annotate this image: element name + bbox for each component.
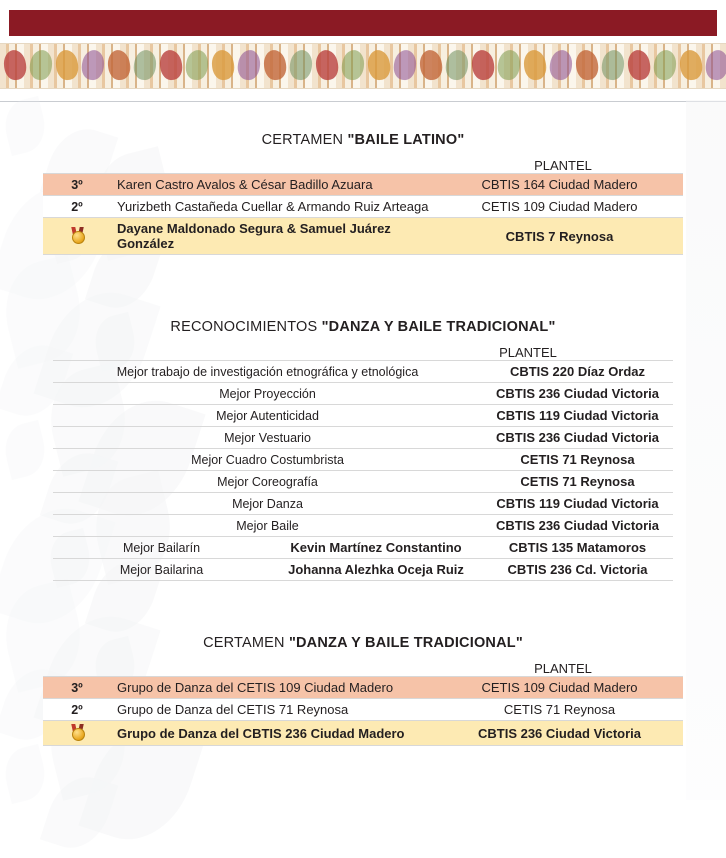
section-title-strong: "DANZA Y BAILE TRADICIONAL" <box>288 635 523 651</box>
award-cell: Mejor Autenticidad <box>53 405 482 427</box>
person-cell: Kevin Martínez Constantino <box>270 537 482 559</box>
table-row <box>43 196 683 218</box>
participant-name-cell: Grupo de Danza del CBTIS 236 Ciudad Madero <box>117 725 405 741</box>
table-row <box>53 559 673 581</box>
floral-motif-icon <box>600 49 626 82</box>
plantel-cell: CBTIS 119 Ciudad Victoria <box>482 405 673 427</box>
plantel-cell: CETIS 109 Ciudad Madero <box>481 199 638 214</box>
floral-motif-icon <box>236 49 262 82</box>
floral-motif-icon <box>496 49 522 82</box>
floral-motifs <box>0 44 726 88</box>
section-title-prefix: RECONOCIMIENTOS <box>170 319 322 335</box>
plantel-cell: CETIS 71 Reynosa <box>503 702 616 717</box>
place-cell: 3º <box>71 680 83 695</box>
table-row <box>53 493 673 515</box>
table-row <box>53 515 673 537</box>
floral-motif-icon <box>340 49 366 82</box>
plantel-cell: CBTIS 236 Cd. Victoria <box>482 559 673 581</box>
floral-motif-icon <box>54 49 80 82</box>
floral-motif-icon <box>132 49 158 82</box>
table-row <box>43 721 683 746</box>
section-title-prefix: CERTAMEN <box>261 132 348 148</box>
place-cell: 3º <box>71 177 83 192</box>
table-row <box>53 405 673 427</box>
award-cell: Mejor Vestuario <box>53 427 482 449</box>
place-cell: 2º <box>71 199 83 214</box>
table-row <box>43 677 683 699</box>
floral-motif-icon <box>106 49 132 82</box>
plantel-header-danza-tradicional: PLANTEL <box>534 661 592 676</box>
award-cell: Mejor Cuadro Costumbrista <box>53 449 482 471</box>
floral-motif-icon <box>210 49 236 82</box>
table-row <box>43 699 683 721</box>
plantel-cell: CBTIS 7 Reynosa <box>505 228 614 244</box>
table-row <box>53 471 673 493</box>
participant-name-cell: Grupo de Danza del CETIS 71 Reynosa <box>117 702 349 717</box>
section-reconocimientos <box>6 319 720 581</box>
document-header-bands <box>0 0 726 102</box>
section-title-strong: "BAILE LATINO" <box>347 132 465 148</box>
floral-motif-icon <box>314 49 340 82</box>
award-cell: Mejor Danza <box>53 493 482 515</box>
table-row <box>53 537 673 559</box>
recognitions-table <box>53 360 673 581</box>
section-title-danza-tradicional <box>6 635 720 651</box>
section-title-prefix: CERTAMEN <box>203 635 289 651</box>
participant-name-cell: Yurizbeth Castañeda Cuellar & Armando Ruiz Arteaga <box>117 199 429 214</box>
plantel-cell: CETIS 71 Reynosa <box>482 449 673 471</box>
place-cell-medal <box>43 218 111 255</box>
lower-white-band <box>0 89 726 102</box>
plantel-header-baile-latino: PLANTEL <box>534 158 592 173</box>
gold-medal-icon <box>70 724 85 739</box>
plantel-cell: CBTIS 236 Ciudad Victoria <box>482 383 673 405</box>
section-title-strong: "DANZA Y BAILE TRADICIONAL" <box>321 319 556 335</box>
results-table-danza-tradicional <box>43 676 683 746</box>
crimson-band-right-edge <box>717 10 726 36</box>
plantel-header-reconocimientos: PLANTEL <box>499 345 557 360</box>
award-cell: Mejor Proyección <box>53 383 482 405</box>
table-row <box>53 427 673 449</box>
floral-motif-icon <box>574 49 600 82</box>
results-table-baile-latino <box>43 173 683 255</box>
place-cell: 2º <box>71 702 83 717</box>
floral-ornament-band <box>0 43 726 89</box>
table-row <box>53 383 673 405</box>
floral-motif-icon <box>548 49 574 82</box>
participant-name-cell: Karen Castro Avalos & César Badillo Azuara <box>117 177 373 192</box>
floral-motif-icon <box>626 49 652 82</box>
floral-motif-icon <box>158 49 184 82</box>
floral-motif-icon <box>470 49 496 82</box>
plantel-cell: CBTIS 220 Díaz Ordaz <box>482 361 673 383</box>
plantel-cell: CBTIS 119 Ciudad Victoria <box>482 493 673 515</box>
award-cell: Mejor Bailarina <box>53 559 270 581</box>
crimson-band-left-edge <box>0 10 9 36</box>
table-row <box>53 449 673 471</box>
crimson-band <box>0 10 726 36</box>
table-row <box>43 218 683 255</box>
award-cell: Mejor trabajo de investigación etnográfica y etnológica <box>53 361 482 383</box>
floral-motif-icon <box>418 49 444 82</box>
floral-motif-icon <box>678 49 704 82</box>
document-content <box>0 102 726 746</box>
participant-name-cell: Grupo de Danza del CETIS 109 Ciudad Madero <box>117 680 394 695</box>
gold-medal-icon <box>70 227 85 242</box>
plantel-cell: CBTIS 236 Ciudad Victoria <box>482 515 673 537</box>
floral-motif-icon <box>28 49 54 82</box>
floral-motif-icon <box>366 49 392 82</box>
floral-motif-icon <box>652 49 678 82</box>
damask-leaf <box>40 768 118 858</box>
award-cell: Mejor Bailarín <box>53 537 270 559</box>
plantel-cell: CETIS 71 Reynosa <box>482 471 673 493</box>
floral-motif-icon <box>288 49 314 82</box>
section-title-reconocimientos <box>6 319 720 335</box>
person-cell: Johanna Alezhka Oceja Ruiz <box>270 559 482 581</box>
top-white-margin <box>0 0 726 10</box>
plantel-cell: CBTIS 236 Ciudad Victoria <box>477 725 642 741</box>
floral-motif-icon <box>2 49 28 82</box>
plantel-cell: CBTIS 135 Matamoros <box>482 537 673 559</box>
section-title-baile-latino <box>6 132 720 148</box>
plantel-cell: CBTIS 236 Ciudad Victoria <box>482 427 673 449</box>
floral-motif-icon <box>392 49 418 82</box>
floral-motif-icon <box>704 49 726 82</box>
floral-motif-icon <box>444 49 470 82</box>
table-row <box>53 361 673 383</box>
floral-motif-icon <box>262 49 288 82</box>
award-cell: Mejor Coreografía <box>53 471 482 493</box>
plantel-cell: CBTIS 164 Ciudad Madero <box>481 177 638 192</box>
floral-motif-icon <box>80 49 106 82</box>
table-row <box>43 174 683 196</box>
band-gap <box>0 36 726 43</box>
floral-motif-icon <box>184 49 210 82</box>
participant-name-cell: Dayane Maldonado Segura & Samuel Juárez González <box>117 221 391 251</box>
damask-leaf <box>0 744 51 804</box>
place-cell-medal <box>43 721 111 746</box>
section-certamen-danza-tradicional <box>6 635 720 746</box>
plantel-cell: CETIS 109 Ciudad Madero <box>481 680 638 695</box>
floral-motif-icon <box>522 49 548 82</box>
section-certamen-baile-latino <box>6 132 720 255</box>
award-cell: Mejor Baile <box>53 515 482 537</box>
